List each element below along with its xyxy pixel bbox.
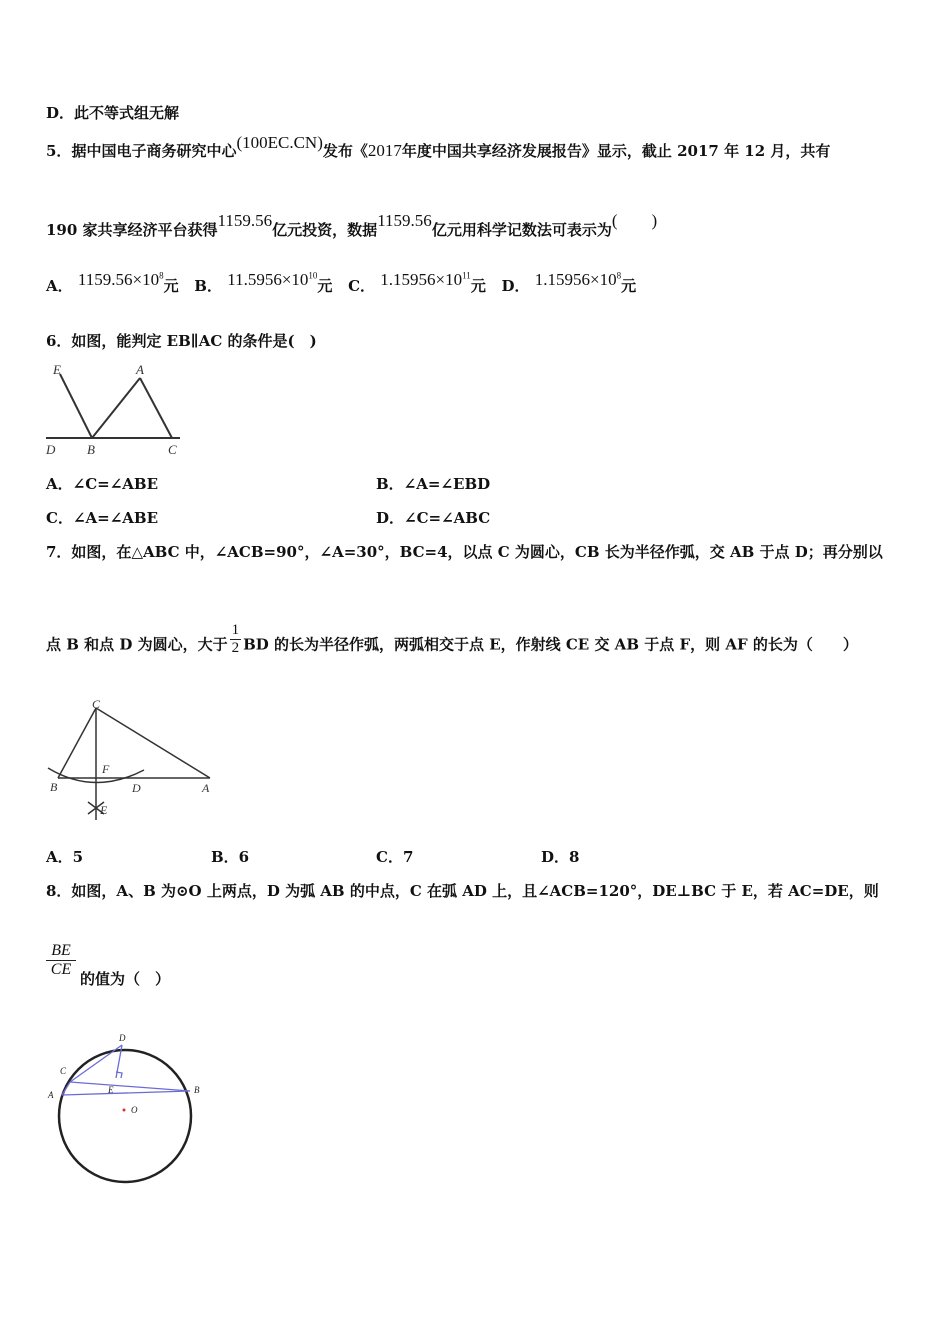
q7-option-d: D．8	[541, 848, 580, 866]
q8-label-e: E	[108, 1085, 114, 1095]
q5-l1-c: 发布《	[322, 142, 368, 160]
q7-line-1: 7．如图，在△ABC 中，∠ACB=90°，∠A=30°，BC=4，以点 C 为圆心，CB 长为半径作弧，交 AB 于点 D；再分别以	[46, 543, 883, 561]
q5-number: 5．	[46, 142, 72, 160]
q6-label-c: C	[168, 442, 177, 457]
q5-l2-e: 亿元用科学记数法可表示为	[431, 221, 612, 239]
q6-option-a: A．∠C=∠ABE	[46, 475, 159, 493]
q7-option-b: B．6	[211, 848, 250, 866]
q8-figure	[44, 1030, 214, 1190]
q5-l1-e: 年度中国共享经济发展报告》显示，截止 2017 年 12 月，共有	[401, 142, 831, 160]
q7-label-b: B	[50, 780, 58, 794]
q7-option-c: C．7	[376, 848, 414, 866]
q6-stem: 6．如图，能判定 EB∥AC 的条件是( )	[46, 332, 317, 350]
q6-figure	[44, 360, 194, 460]
q8-frac-den: CE	[50, 961, 72, 978]
q5-option-c: C． $1.15956\times 10^{11}$元	[348, 270, 486, 295]
q7-l2-a: 点 B 和点 D 为圆心，大于	[46, 635, 228, 654]
q6-option-b: B．∠A=∠EBD	[376, 475, 491, 493]
q6-option-c: C．∠A=∠ABE	[46, 509, 159, 527]
q6-label-b: B	[87, 442, 95, 457]
q7-label-f: F	[102, 762, 110, 776]
q7-label-c: C	[92, 697, 101, 711]
q7-l2-b: BD 的长为半径作弧，两弧相交于点 E，作射线 CE 交 AB 于点 F，则 AF 的长为（ ）	[243, 635, 858, 654]
q5-options	[46, 270, 637, 296]
q5-option-b: B． $11.5956\times 10^{10}$元	[194, 270, 333, 295]
q8-fraction	[46, 942, 76, 979]
q5-l2-a: 190 家共享经济平台获得	[46, 221, 218, 239]
q5-l1-b: (100EC.CN)	[236, 133, 323, 152]
q7-label-d: D	[132, 781, 141, 795]
q5-l2-f: ( )	[611, 211, 658, 230]
q8-label-c: C	[60, 1066, 67, 1076]
q5-l2-d: 1159.56	[377, 211, 432, 230]
q8-frac-num: BE	[46, 942, 76, 961]
q5-option-d: D． $1.15956\times 10^8$元	[501, 270, 637, 295]
q5-line-1	[46, 133, 831, 161]
q7-figure	[44, 696, 219, 831]
q6-label-e: E	[53, 362, 61, 377]
q4-option-d: D．此不等式组无解	[46, 104, 180, 122]
q5-l2-b: 1159.56	[217, 211, 273, 230]
q6-option-d: D．∠C=∠ABC	[376, 509, 491, 527]
q6-label-d: D	[46, 442, 56, 457]
q8-label-o: O	[131, 1105, 138, 1115]
q5-l2-c: 亿元投资，数据	[272, 221, 378, 239]
q5-l1-a: 据中国电子商务研究中心	[71, 142, 237, 160]
q7-fraction: $\frac{1}{2}$	[231, 622, 240, 656]
q8-label-a: A	[48, 1090, 54, 1100]
q8-line-2: 的值为（ ）	[80, 970, 171, 988]
q5-option-a: A． $1159.56\times 10^8$元	[46, 270, 179, 295]
q6-label-a: A	[136, 362, 144, 377]
q5-l1-d: 2017	[367, 141, 402, 160]
q8-label-d: D	[119, 1033, 126, 1043]
q7-label-a: A	[202, 781, 210, 795]
q7-option-a: A．5	[46, 848, 84, 866]
q8-label-b: B	[194, 1085, 200, 1095]
q8-line-1: 8．如图，A、B 为⊙O 上两点，D 为弧 AB 的中点，C 在弧 AD 上，且∠ACB=120°，DE⊥BC 于 E，若 AC=DE，则	[46, 882, 879, 900]
q7-line-2	[46, 622, 858, 663]
q5-line-2	[46, 211, 658, 240]
q7-label-e: E	[100, 803, 108, 817]
